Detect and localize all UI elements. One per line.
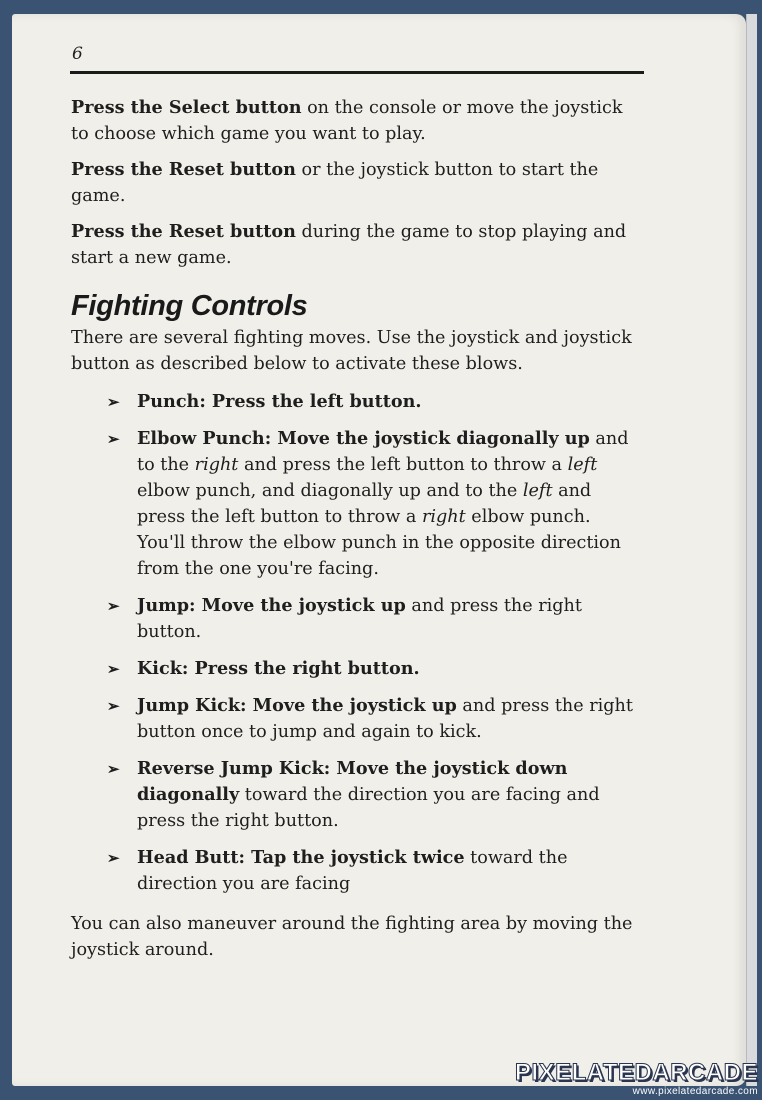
move-text: elbow punch. You'll throw the elbow punch in the opposite direction from the one you're facing. <box>137 507 621 579</box>
watermark-url: www.pixelatedarcade.com <box>632 1086 758 1097</box>
move-text: toward the direction you are facing <box>137 848 568 894</box>
move-text: and to the <box>137 429 629 475</box>
arrow-bullet-icon: ➢ <box>107 393 120 411</box>
watermark <box>515 1060 758 1098</box>
intro-paragraph <box>71 157 643 209</box>
intro-text: on the console or move the joystick to choose which game you want to play. <box>71 98 623 144</box>
move-text: and press the right button once to jump and again to kick. <box>137 696 633 742</box>
intro-paragraph <box>71 95 643 147</box>
page-number: 6 <box>72 44 83 64</box>
move-emphasis: right <box>194 455 239 475</box>
move-text: and press the left button to throw a <box>238 455 568 475</box>
move-name: Jump: Move the joystick up <box>137 595 406 616</box>
move-emphasis: right <box>422 507 466 527</box>
move-emphasis: left <box>567 455 598 475</box>
header-rule <box>70 71 644 74</box>
intro-paragraph <box>71 219 643 271</box>
move-jump-kick <box>71 693 643 745</box>
move-name: Head Butt: Tap the joystick twice <box>137 847 465 868</box>
watermark-logo: PIXELATEDARCADE <box>514 1059 758 1086</box>
section-heading: Fighting Controls <box>71 290 308 322</box>
arrow-bullet-icon: ➢ <box>107 697 120 715</box>
intro-text: during the game to stop playing and start a new game. <box>71 222 627 268</box>
move-name: Elbow Punch: Move the joystick diagonally up <box>137 428 590 449</box>
intro-bold: Press the Select button <box>71 97 302 118</box>
move-text: toward the direction you are facing and press the right button. <box>137 785 600 831</box>
move-name: Reverse Jump Kick: Move the joystick down diagonally <box>137 758 568 805</box>
move-text: and press the right button. <box>137 596 582 642</box>
intro-bold: Press the Reset button <box>71 221 296 242</box>
move-head-butt <box>71 845 643 897</box>
closing-paragraph: You can also maneuver around the fighting area by moving the joystick around. <box>71 914 633 960</box>
move-kick <box>71 656 643 682</box>
intro-bold: Press the Reset button <box>71 159 296 180</box>
move-text: elbow punch, and diagonally up and to the <box>137 481 523 501</box>
arrow-bullet-icon: ➢ <box>107 430 120 448</box>
arrow-bullet-icon: ➢ <box>107 597 120 615</box>
move-jump <box>71 593 643 645</box>
page-content <box>71 95 643 973</box>
section-lead: There are several fighting moves. Use the joystick and joystick button as described below to activate these blows. <box>71 328 632 374</box>
move-name: Kick: Press the right button. <box>137 658 420 679</box>
intro-text: or the joystick button to start the game. <box>71 160 599 206</box>
page-edge <box>746 14 757 1086</box>
move-text: and press the left button to throw a <box>137 481 592 527</box>
move-emphasis: left <box>522 481 553 501</box>
move-reverse-jump-kick <box>71 756 643 834</box>
arrow-bullet-icon: ➢ <box>107 660 120 678</box>
move-elbow-punch <box>71 426 643 582</box>
arrow-bullet-icon: ➢ <box>107 849 120 867</box>
moves-list <box>71 389 643 897</box>
arrow-bullet-icon: ➢ <box>107 760 120 778</box>
move-name: Punch: Press the left button. <box>137 391 422 412</box>
move-name: Jump Kick: Move the joystick up <box>137 695 457 716</box>
move-punch <box>71 389 643 415</box>
